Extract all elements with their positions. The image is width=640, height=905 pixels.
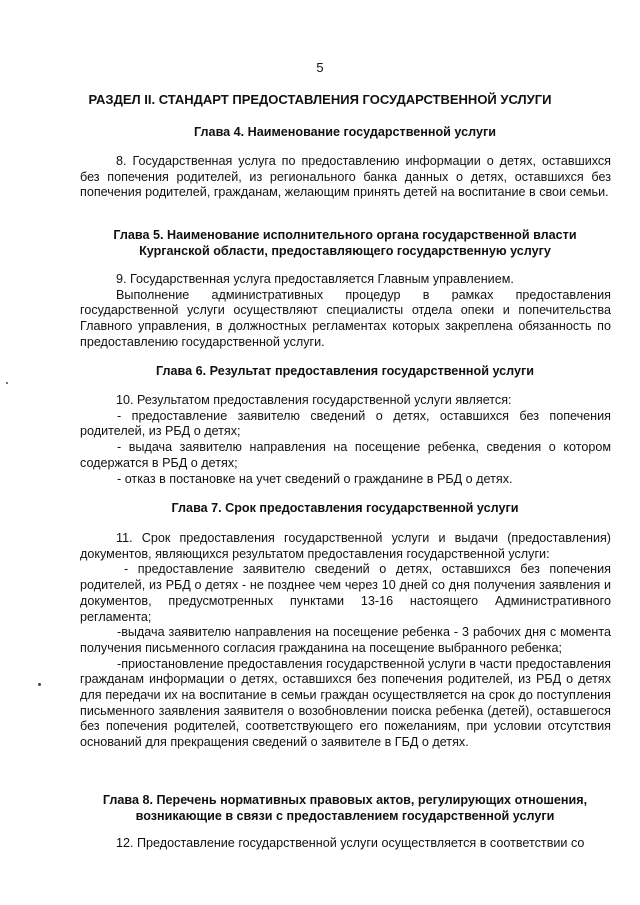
paragraph-12: 12. Предоставление государственной услуги осуществляется в соответствии со (116, 836, 585, 850)
result-item-1: - предоставление заявителю сведений о детях, оставшихся без попечения родителей, из РБД о детях; (80, 408, 611, 439)
chapter-8-title-line-1: Глава 8. Перечень нормативных правовых актов, регулирующих отношения, (102, 793, 588, 807)
chapter-4-body (80, 154, 611, 201)
scan-speck (6, 382, 8, 384)
scan-speck (38, 683, 41, 686)
chapter-5-title-line-1: Глава 5. Наименование исполнительного органа государственной власти (113, 228, 577, 242)
term-item-3: -приостановление предоставления государственной услуги в части предоставления гражданам информации о детях, оставшихся без попечения родителей, из РБД о детях для передачи их на воспитание в семьи граждан осуществляется на срок до поступления письменного заявления заявителя о возобновлении поиска ребенка (детей), оставшегося без попечения родителей, соответствующего его пожеланиям, при условии отсутствия оснований для прекращения сведений о заявителе в ГБД о детях. (80, 656, 611, 750)
chapter-8-title (80, 792, 610, 824)
chapter-6-title: Глава 6. Результат предоставления государственной услуги (156, 364, 534, 378)
chapter-6-body (80, 393, 611, 487)
paragraph-9: 9. Государственная услуга предоставляется Главным управлением. (116, 272, 514, 286)
paragraph-11: 11. Срок предоставления государственной услуги и выдачи (предоставления) документов, являющихся результатом предоставления государственной услуги: (80, 531, 611, 561)
chapter-7-body (80, 531, 611, 751)
term-item-2: -выдача заявителю направления на посещение ребенка - 3 рабочих дня с момента получения письменного согласия гражданина на посещение выбранного ребенка; (80, 625, 611, 655)
page-number: 5 (316, 60, 324, 75)
chapter-7-title: Глава 7. Срок предоставления государственной услуги (171, 501, 519, 515)
paragraph-9-continuation: Выполнение административных процедур в рамках предоставления государственной услуги осуществляют специалисты отдела опеки и попечительства Главного управления, в должностных регламентах которых закреплена обязанность по предоставлению государственной услуги. (80, 287, 611, 349)
chapter-4-title: Глава 4. Наименование государственной услуги (194, 125, 496, 139)
chapter-5-title (80, 227, 610, 259)
result-item-3: - отказ в постановке на учет сведений о гражданине в РБД о детях. (117, 471, 513, 486)
chapter-8-body (80, 836, 611, 852)
chapter-5-title-line-2: Курганской области, предоставляющего государственную услугу (139, 244, 551, 258)
section-title: РАЗДЕЛ II. СТАНДАРТ ПРЕДОСТАВЛЕНИЯ ГОСУДАРСТВЕННОЙ УСЛУГИ (88, 92, 552, 107)
chapter-8-title-line-2: возникающие в связи с предоставлением государственной услуги (135, 809, 555, 823)
term-item-1: - предоставление заявителю сведений о детях, оставшихся без попечения родителей, из РБД о детях - не позднее чем через 10 дней со дня получения заявления и документов, предусмотренных пунктами 13-16 настоящего Административного регламента; (80, 562, 611, 624)
chapter-5-body (80, 272, 611, 351)
paragraph-8: 8. Государственная услуга по предоставлению информации о детях, оставшихся без попечения родителей, из регионального банка данных о детях, оставшихся без попечения родителей, гражданам, желающим принять детей на воспитание в свои семьи. (80, 154, 611, 200)
paragraph-10: 10. Результатом предоставления государственной услуги является: (116, 393, 512, 407)
result-item-2: - выдача заявителю направления на посещение ребенка, сведения о котором содержатся в РБД о детях; (80, 440, 611, 470)
